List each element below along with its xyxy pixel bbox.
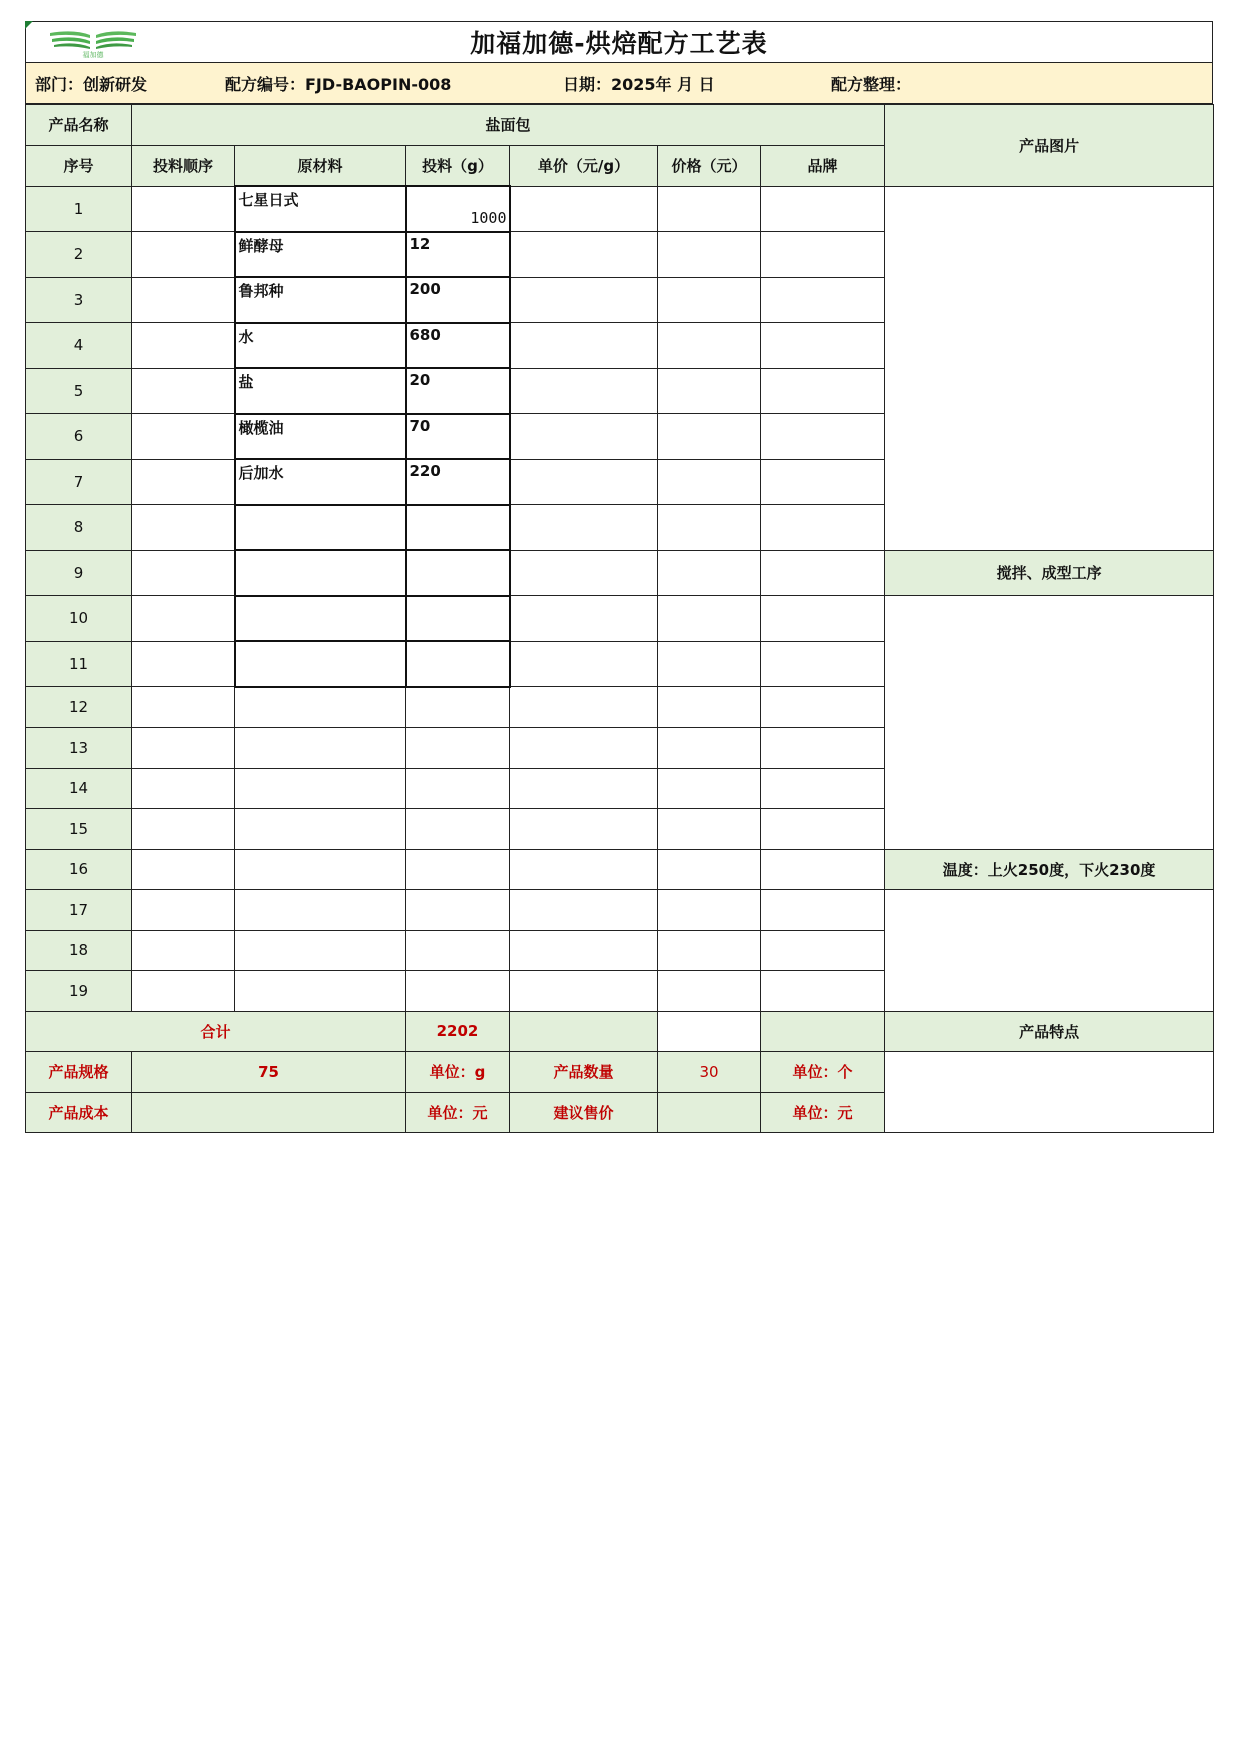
row-qty[interactable] xyxy=(406,930,510,971)
row-order[interactable] xyxy=(132,550,235,596)
suggested-price-value[interactable] xyxy=(658,1092,761,1133)
row-material[interactable]: 鲁邦种 xyxy=(235,277,406,323)
row-number: 6 xyxy=(26,414,132,460)
table-row xyxy=(26,849,1214,890)
table-row xyxy=(26,596,1214,642)
row-order[interactable] xyxy=(132,505,235,551)
row-material[interactable] xyxy=(235,890,406,931)
row-number: 12 xyxy=(26,687,132,728)
row-price[interactable] xyxy=(658,890,761,931)
row-brand[interactable] xyxy=(761,890,885,931)
row-unit-price[interactable] xyxy=(510,849,658,890)
row-price[interactable] xyxy=(658,414,761,460)
row-order[interactable] xyxy=(132,687,235,728)
row-material[interactable] xyxy=(235,550,406,596)
row-unit-price[interactable] xyxy=(510,323,658,369)
row-unit-price[interactable] xyxy=(510,459,658,505)
row-qty[interactable] xyxy=(406,641,510,687)
row-price[interactable] xyxy=(658,550,761,596)
row-material[interactable] xyxy=(235,641,406,687)
row-qty[interactable]: 220 xyxy=(406,459,510,505)
product-picture-area[interactable] xyxy=(885,186,1214,550)
mixing-process-content[interactable] xyxy=(885,596,1214,850)
recipe-table xyxy=(25,104,1214,1133)
row-brand[interactable] xyxy=(761,849,885,890)
mixing-process-label: 搅拌、成型工序 xyxy=(885,550,1214,596)
row-brand[interactable] xyxy=(761,971,885,1012)
row-qty[interactable]: 680 xyxy=(406,323,510,369)
row-brand[interactable] xyxy=(761,768,885,809)
header-price: 价格（元） xyxy=(658,145,761,186)
row-order[interactable] xyxy=(132,414,235,460)
row-brand[interactable] xyxy=(761,687,885,728)
total-brand[interactable] xyxy=(761,1011,885,1052)
row-price[interactable] xyxy=(658,930,761,971)
row-unit-price[interactable] xyxy=(510,728,658,769)
row-order[interactable] xyxy=(132,890,235,931)
row-order[interactable] xyxy=(132,368,235,414)
table-row xyxy=(26,550,1214,596)
total-unit-price[interactable] xyxy=(510,1011,658,1052)
row-unit-price[interactable] xyxy=(510,809,658,850)
row-unit-price[interactable] xyxy=(510,368,658,414)
row-number: 13 xyxy=(26,728,132,769)
row-brand[interactable] xyxy=(761,505,885,551)
row-number: 2 xyxy=(26,232,132,278)
spec-value[interactable]: 75 xyxy=(132,1052,406,1093)
row-material[interactable]: 橄榄油 xyxy=(235,414,406,460)
row-unit-price[interactable] xyxy=(510,687,658,728)
header-material: 原材料 xyxy=(235,145,406,186)
row-number: 5 xyxy=(26,368,132,414)
row-brand[interactable] xyxy=(761,641,885,687)
row-number: 11 xyxy=(26,641,132,687)
row-order[interactable] xyxy=(132,641,235,687)
row-qty[interactable] xyxy=(406,809,510,850)
row-price[interactable] xyxy=(658,768,761,809)
row-material[interactable]: 水 xyxy=(235,323,406,369)
row-material[interactable]: 鲜酵母 xyxy=(235,232,406,278)
row-unit-price[interactable] xyxy=(510,930,658,971)
row-number: 9 xyxy=(26,550,132,596)
row-price[interactable] xyxy=(658,971,761,1012)
row-material[interactable] xyxy=(235,596,406,642)
temperature-content[interactable] xyxy=(885,890,1214,1012)
recipe-sheet xyxy=(25,21,1213,1133)
row-material[interactable] xyxy=(235,728,406,769)
recipe-organizer: 配方整理： xyxy=(831,74,912,94)
row-price[interactable] xyxy=(658,368,761,414)
row-unit-price[interactable] xyxy=(510,232,658,278)
title-bar xyxy=(25,21,1213,62)
row-price[interactable] xyxy=(658,505,761,551)
row-price[interactable] xyxy=(658,596,761,642)
row-material[interactable] xyxy=(235,809,406,850)
row-number: 10 xyxy=(26,596,132,642)
row-material[interactable] xyxy=(235,505,406,551)
row-qty[interactable] xyxy=(406,768,510,809)
row-brand[interactable] xyxy=(761,550,885,596)
cost-value[interactable] xyxy=(132,1092,406,1133)
total-label: 合计 xyxy=(26,1011,406,1052)
header-no: 序号 xyxy=(26,145,132,186)
row-brand[interactable] xyxy=(761,368,885,414)
date: 日期：2025年 月 日 xyxy=(563,74,715,94)
row-order[interactable] xyxy=(132,809,235,850)
header-brand: 品牌 xyxy=(761,145,885,186)
row-order[interactable] xyxy=(132,930,235,971)
row-price[interactable] xyxy=(658,459,761,505)
row-material[interactable]: 后加水 xyxy=(235,459,406,505)
row-material[interactable]: 七星日式 xyxy=(235,186,406,232)
row-unit-price[interactable] xyxy=(510,277,658,323)
department: 部门：创新研发 xyxy=(35,74,148,94)
temperature-label: 温度：上火250度，下火230度 xyxy=(885,849,1214,890)
row-unit-price[interactable] xyxy=(510,186,658,232)
row-price[interactable] xyxy=(658,641,761,687)
row-order[interactable] xyxy=(132,186,235,232)
header-qty: 投料（g） xyxy=(406,145,510,186)
row-number: 16 xyxy=(26,849,132,890)
row-qty[interactable] xyxy=(406,596,510,642)
row-order[interactable] xyxy=(132,596,235,642)
row-qty[interactable] xyxy=(406,687,510,728)
row-order[interactable] xyxy=(132,459,235,505)
row-brand[interactable] xyxy=(761,414,885,460)
row-price[interactable] xyxy=(658,323,761,369)
row-order[interactable] xyxy=(132,849,235,890)
row-order[interactable] xyxy=(132,768,235,809)
row-material[interactable] xyxy=(235,849,406,890)
row-number: 18 xyxy=(26,930,132,971)
row-brand[interactable] xyxy=(761,277,885,323)
row-number: 17 xyxy=(26,890,132,931)
row-order[interactable] xyxy=(132,277,235,323)
brand-logo-text: 福加德 xyxy=(82,51,104,59)
row-price[interactable] xyxy=(658,232,761,278)
features-label: 产品特点 xyxy=(885,1011,1214,1052)
row-brand[interactable] xyxy=(761,232,885,278)
row-qty[interactable]: 1000 xyxy=(406,186,510,232)
suggested-price-unit: 单位：元 xyxy=(761,1092,885,1133)
cost-label: 产品成本 xyxy=(26,1092,132,1133)
row-qty[interactable] xyxy=(406,550,510,596)
row-qty[interactable]: 200 xyxy=(406,277,510,323)
row-brand[interactable] xyxy=(761,596,885,642)
row-number: 19 xyxy=(26,971,132,1012)
count-label: 产品数量 xyxy=(510,1052,658,1093)
row-brand[interactable] xyxy=(761,323,885,369)
info-bar xyxy=(25,62,1213,104)
row-brand[interactable] xyxy=(761,930,885,971)
row-number: 15 xyxy=(26,809,132,850)
row-price[interactable] xyxy=(658,728,761,769)
row-unit-price[interactable] xyxy=(510,641,658,687)
product-picture-label: 产品图片 xyxy=(885,105,1214,187)
row-price[interactable] xyxy=(658,277,761,323)
row-order[interactable] xyxy=(132,232,235,278)
row-price[interactable] xyxy=(658,809,761,850)
product-name-label: 产品名称 xyxy=(26,105,132,146)
row-unit-price[interactable] xyxy=(510,971,658,1012)
spec-label: 产品规格 xyxy=(26,1052,132,1093)
count-value[interactable]: 30 xyxy=(658,1052,761,1093)
row-order[interactable] xyxy=(132,728,235,769)
row-qty[interactable] xyxy=(406,505,510,551)
row-unit-price[interactable] xyxy=(510,550,658,596)
row-qty[interactable] xyxy=(406,890,510,931)
row-number: 7 xyxy=(26,459,132,505)
row-price[interactable] xyxy=(658,687,761,728)
features-content[interactable] xyxy=(885,1052,1214,1133)
row-brand[interactable] xyxy=(761,728,885,769)
recipe-number: 配方编号：FJD-BAOPIN-008 xyxy=(225,74,452,94)
row-brand[interactable] xyxy=(761,459,885,505)
table-row xyxy=(26,186,1214,232)
cell-marker xyxy=(25,21,33,29)
row-material[interactable]: 盐 xyxy=(235,368,406,414)
row-number: 8 xyxy=(26,505,132,551)
row-number: 1 xyxy=(26,186,132,232)
brand-logo xyxy=(44,25,142,59)
row-price[interactable] xyxy=(658,186,761,232)
header-order: 投料顺序 xyxy=(132,145,235,186)
total-price[interactable] xyxy=(658,1011,761,1052)
row-brand[interactable] xyxy=(761,809,885,850)
row-material[interactable] xyxy=(235,971,406,1012)
product-name[interactable]: 盐面包 xyxy=(132,105,885,146)
row-material[interactable] xyxy=(235,930,406,971)
total-qty[interactable]: 2202 xyxy=(406,1011,510,1052)
sheet-title: 加福加德-烘焙配方工艺表 xyxy=(470,29,768,58)
row-qty[interactable]: 20 xyxy=(406,368,510,414)
spec-unit: 单位：g xyxy=(406,1052,510,1093)
row-unit-price[interactable] xyxy=(510,596,658,642)
suggested-price-label: 建议售价 xyxy=(510,1092,658,1133)
row-qty[interactable]: 70 xyxy=(406,414,510,460)
row-number: 14 xyxy=(26,768,132,809)
row-brand[interactable] xyxy=(761,186,885,232)
row-unit-price[interactable] xyxy=(510,768,658,809)
header-unit-price: 单价（元/g） xyxy=(510,145,658,186)
row-order[interactable] xyxy=(132,971,235,1012)
row-qty[interactable] xyxy=(406,728,510,769)
row-qty[interactable] xyxy=(406,849,510,890)
row-number: 4 xyxy=(26,323,132,369)
row-number: 3 xyxy=(26,277,132,323)
row-unit-price[interactable] xyxy=(510,414,658,460)
count-unit: 单位：个 xyxy=(761,1052,885,1093)
row-material[interactable] xyxy=(235,768,406,809)
row-unit-price[interactable] xyxy=(510,505,658,551)
row-material[interactable] xyxy=(235,687,406,728)
row-unit-price[interactable] xyxy=(510,890,658,931)
table-row xyxy=(26,890,1214,931)
row-price[interactable] xyxy=(658,849,761,890)
cost-unit: 单位：元 xyxy=(406,1092,510,1133)
row-order[interactable] xyxy=(132,323,235,369)
row-qty[interactable]: 12 xyxy=(406,232,510,278)
row-qty[interactable] xyxy=(406,971,510,1012)
